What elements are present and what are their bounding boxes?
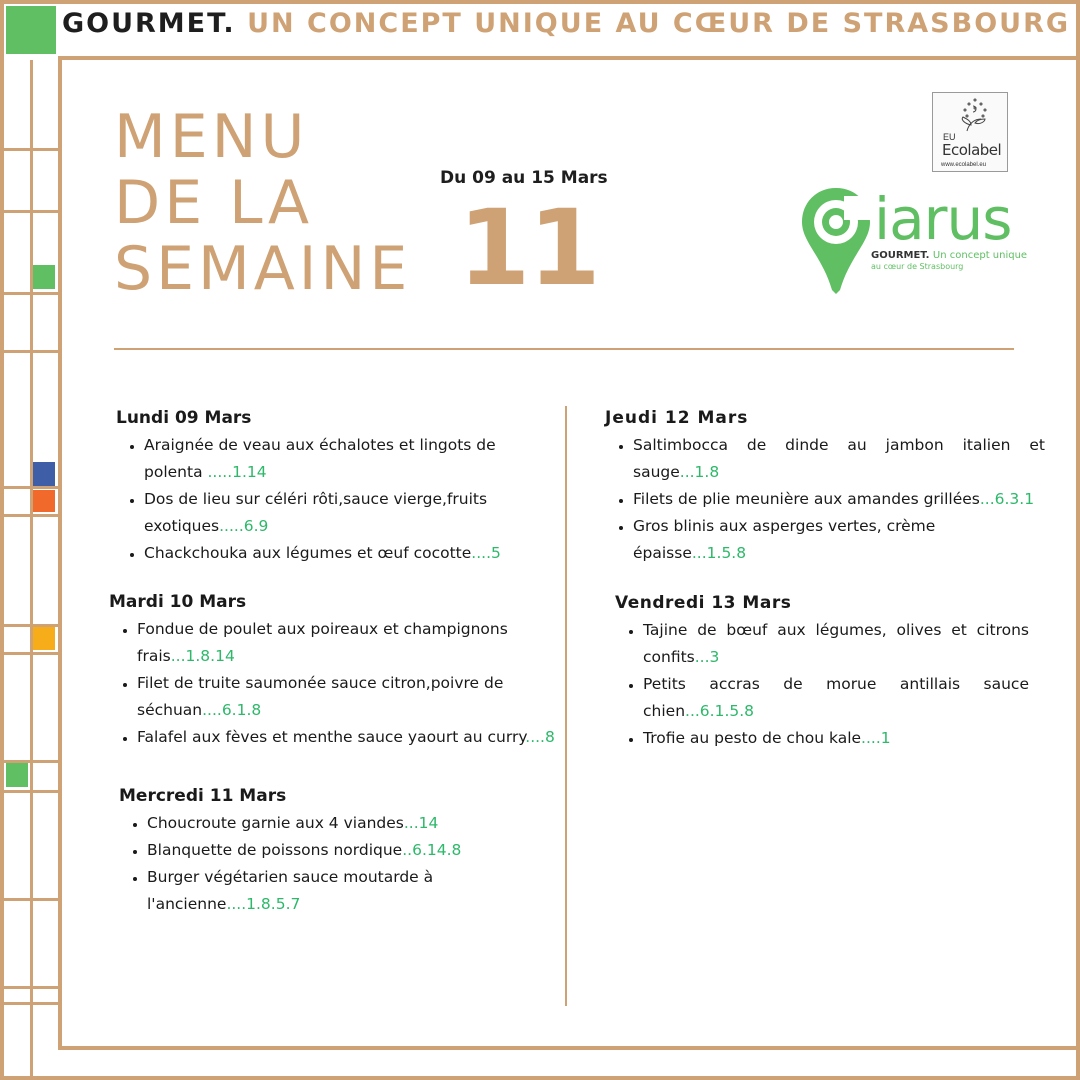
green-square-low — [6, 763, 28, 787]
header-title — [60, 8, 1072, 39]
dish-list — [116, 432, 536, 567]
allergen-code: ...6.1.5.8 — [685, 702, 755, 720]
day-label: Vendredi 13 Mars — [615, 593, 792, 613]
horizontal-divider — [114, 348, 1014, 350]
day-thursday — [605, 406, 1045, 567]
dish-item: • Dos de lieu sur céléri rôti,sauce vierge,fruits exotiques.....6.9 — [144, 486, 536, 540]
dish-item: • Blanquette de poissons nordique..6.14.8 — [147, 837, 539, 864]
dish-item: • Choucroute garnie aux 4 viandes...14 — [147, 810, 539, 837]
dish-item: • Burger végétarien sauce moutarde à l'ancienne....1.8.5.7 — [147, 864, 447, 918]
dish-item: • Gros blinis aux asperges vertes, crème épaisse...1.5.8 — [633, 513, 943, 567]
day-label: Lundi 09 Mars — [116, 408, 252, 428]
eu-ecolabel-logo — [932, 92, 1008, 172]
allergen-code: ...1.8 — [679, 463, 720, 481]
location-pin-icon — [800, 186, 872, 296]
allergen-code: ...6.3.1 — [979, 490, 1035, 508]
logo-tag-text: Un concept unique — [932, 250, 1028, 261]
green-square-top — [6, 6, 56, 54]
dish-item: • Falafel aux fèves et menthe sauce yaourt au curry....8 — [137, 724, 559, 751]
allergen-code: ...3 — [694, 648, 720, 666]
day-friday — [615, 591, 1029, 752]
allergen-code: ...1.5.8 — [691, 544, 747, 562]
day-monday — [116, 406, 536, 567]
allergen-code: ..6.14.8 — [402, 841, 462, 859]
week-number: 11 — [458, 187, 599, 309]
dish-item: • Tajine de bœuf aux légumes, olives et citrons confits...3 — [643, 617, 1029, 671]
allergen-code: .....6.9 — [219, 517, 269, 535]
ecolabel-eu: EU — [943, 132, 956, 142]
dish-item: • Trofie au pesto de chou kale....1 — [643, 725, 1029, 752]
dish-item: • Petits accras de morue antillais sauce chien...6.1.5.8 — [643, 671, 1029, 725]
day-label: Mercredi 11 Mars — [119, 786, 287, 806]
dish-list — [119, 810, 539, 918]
menu-title — [114, 104, 411, 302]
dish-item: • Chackchouka aux légumes et œuf cocotte....5 — [144, 540, 536, 567]
menu-title-line3: SEMAINE — [114, 234, 412, 304]
allergen-code: ....6.1.8 — [202, 701, 262, 719]
header-tagline: UN CONCEPT UNIQUE AU CŒUR DE STRASBOURG — [247, 8, 1071, 39]
allergen-code: ....1 — [861, 729, 891, 747]
dish-item: • Fondue de poulet aux poireaux et champignons frais...1.8.14 — [137, 616, 559, 670]
day-wednesday — [119, 784, 539, 918]
allergen-code: ....1.8.5.7 — [226, 895, 301, 913]
allergen-code: ....8 — [525, 728, 555, 746]
dish-item: • Saltimbocca de dinde au jambon italien et sauge...1.8 — [633, 432, 1045, 486]
blue-square — [33, 462, 55, 486]
allergen-code: ...1.8.14 — [170, 647, 235, 665]
day-label: Mardi 10 Mars — [109, 592, 247, 612]
ecolabel-url: www.ecolabel.eu — [941, 162, 987, 168]
vertical-divider — [565, 406, 567, 1006]
dish-item: • Filet de truite saumonée sauce citron,poivre de séchuan....6.1.8 — [137, 670, 559, 724]
allergen-code: .....1.14 — [207, 463, 267, 481]
day-tuesday — [109, 590, 559, 751]
menu-title-line2: DE LA — [114, 168, 314, 238]
ecolabel-word: Ecolabel — [942, 141, 1002, 159]
date-range: Du 09 au 15 Mars — [440, 168, 608, 188]
allergen-code: ...14 — [403, 814, 439, 832]
ecolabel-flower-icon — [933, 93, 1009, 133]
orange-square — [33, 490, 55, 512]
logo-tagline-line2: au cœur de Strasbourg — [871, 262, 964, 271]
dish-list — [615, 617, 1029, 752]
decorative-grid-strip — [0, 0, 62, 1080]
logo-wordmark: iarus — [874, 185, 1012, 253]
dish-list — [109, 616, 559, 751]
dish-item: • Araignée de veau aux échalotes et lingots de polenta .....1.14 — [144, 432, 536, 486]
yellow-square — [33, 627, 55, 650]
green-square — [33, 265, 55, 289]
allergen-code: ....5 — [471, 544, 501, 562]
logo-tag-brand: GOURMET. — [871, 250, 930, 261]
menu-title-line1: MENU — [114, 102, 309, 172]
dish-item: • Filets de plie meunière aux amandes grillées...6.3.1 — [633, 486, 1045, 513]
header-brand: GOURMET. — [61, 8, 236, 39]
day-label: Jeudi 12 Mars — [605, 408, 749, 428]
dish-list — [605, 432, 1045, 567]
logo-tagline — [871, 250, 1027, 261]
